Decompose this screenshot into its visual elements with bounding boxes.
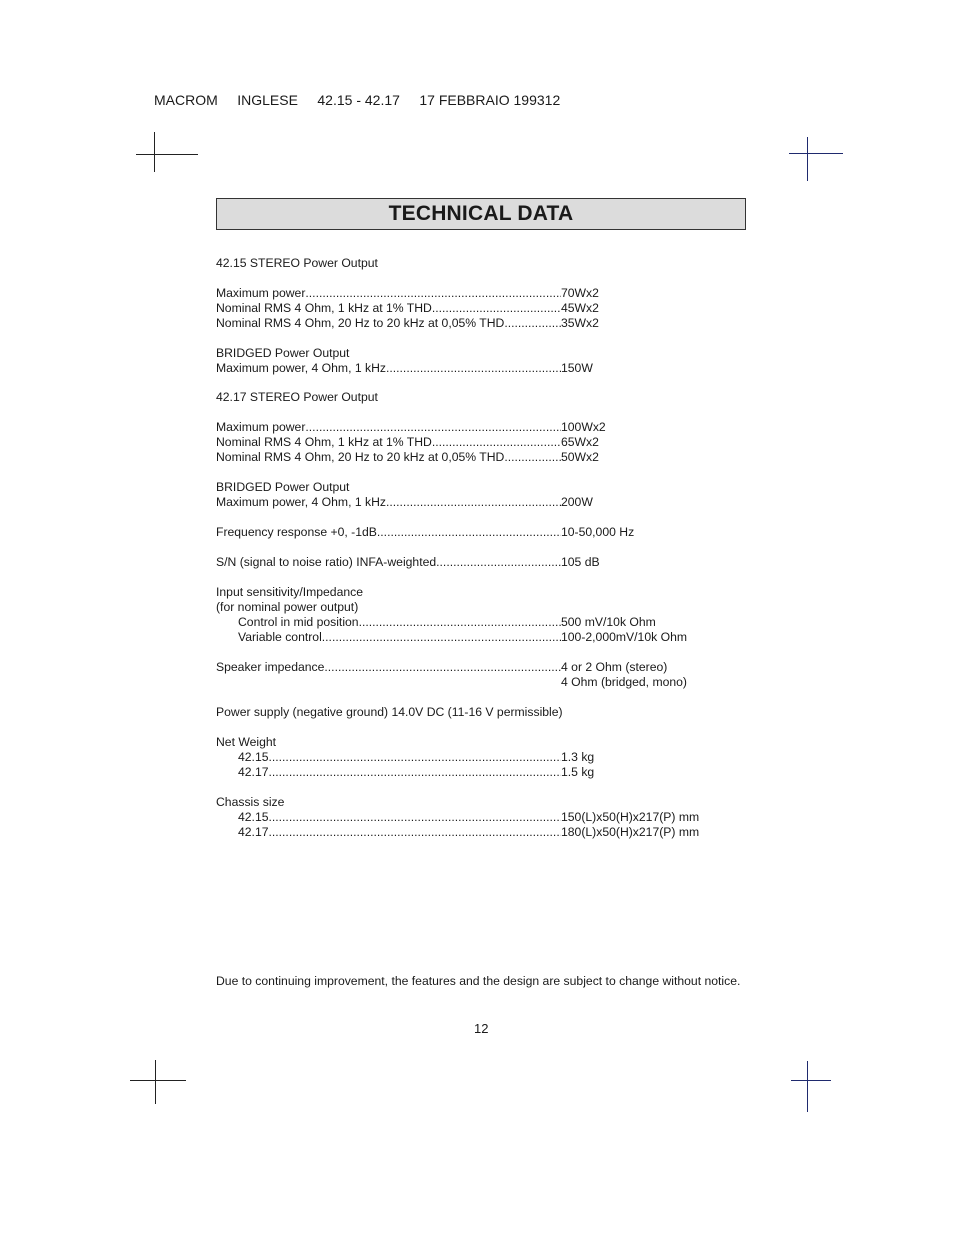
header-brand: MACROM xyxy=(154,92,218,108)
spec-value: 70Wx2 xyxy=(561,286,599,300)
page-number: 12 xyxy=(474,1021,489,1036)
spec-value: 65Wx2 xyxy=(561,435,599,449)
spec-value: 200W xyxy=(561,495,593,509)
spec-row: 42.17 ..... 1.5 kg xyxy=(216,765,756,780)
spec-row: S/N (signal to noise ratio) INFA-weighted ..... 105 dB xyxy=(216,555,756,570)
page-title: TECHNICAL DATA xyxy=(388,202,574,225)
spec-row: Variable control ..... 100-2,000mV/10k Ohm xyxy=(216,630,756,645)
spec-row: Nominal RMS 4 Ohm, 1 kHz at 1% THD ..... 45Wx2 xyxy=(216,301,756,316)
spec-row: Frequency response +0, -1dB ..... 10-50,000 Hz xyxy=(216,525,756,540)
spec-row: Nominal RMS 4 Ohm, 20 Hz to 20 kHz at 0,05% THD ..... 35Wx2 xyxy=(216,316,756,331)
crop-mark-bottom-right-v xyxy=(807,1061,808,1112)
section-heading: BRIDGED Power Output xyxy=(216,480,350,494)
section-heading: 42.15 STEREO Power Output xyxy=(216,256,378,270)
section-heading: Chassis size xyxy=(216,795,285,809)
disclaimer-note: Due to continuing improvement, the features and the design are subject to change without notice. xyxy=(216,974,741,988)
spec-row-continuation xyxy=(216,675,756,690)
spec-row: Nominal RMS 4 Ohm, 1 kHz at 1% THD ..... 65Wx2 xyxy=(216,435,756,450)
spec-value: 35Wx2 xyxy=(561,316,599,330)
header-page: 12 xyxy=(544,92,561,108)
section-heading: Net Weight xyxy=(216,735,277,749)
header-language: INGLESE xyxy=(237,92,298,108)
title-banner xyxy=(216,198,746,230)
spec-value: 100Wx2 xyxy=(561,420,606,434)
crop-mark-bottom-left-v xyxy=(155,1060,156,1104)
spec-row: 42.17 ..... 180(L)x50(H)x217(P) mm xyxy=(216,825,756,840)
spec-value: 50Wx2 xyxy=(561,450,599,464)
spec-value: 150W xyxy=(561,361,593,375)
crop-mark-top-right-h xyxy=(789,153,843,154)
spec-row: 42.15 ..... 1.3 kg xyxy=(216,750,756,765)
spec-row: Maximum power ..... 100Wx2 xyxy=(216,420,756,435)
crop-mark-top-right-v xyxy=(807,137,808,181)
crop-mark-bottom-right-h xyxy=(791,1080,831,1081)
spec-row: Maximum power ..... 70Wx2 xyxy=(216,286,756,301)
print-header xyxy=(154,92,560,108)
header-models: 42.15 - 42.17 xyxy=(317,92,400,108)
crop-mark-top-left-h xyxy=(136,154,198,155)
spec-value: 45Wx2 xyxy=(561,301,599,315)
spec-row: Control in mid position ..... 500 mV/10k Ohm xyxy=(216,615,756,630)
section-subheading: (for nominal power output) xyxy=(216,600,359,614)
spec-list xyxy=(216,256,756,840)
spec-value: 1.3 kg xyxy=(561,750,595,764)
spec-value: 150(L)x50(H)x217(P) mm xyxy=(561,810,700,824)
spec-row: 42.15 ..... 150(L)x50(H)x217(P) mm xyxy=(216,810,756,825)
spec-row: Maximum power, 4 Ohm, 1 kHz ..... 150W xyxy=(216,361,756,376)
spec-value: 10-50,000 Hz xyxy=(561,525,635,539)
spec-value: 100-2,000mV/10k Ohm xyxy=(561,630,688,644)
spec-value: 105 dB xyxy=(561,555,600,569)
header-date: 17 FEBBRAIO 1993 xyxy=(419,92,545,108)
spec-row: Speaker impedance ..... 4 or 2 Ohm (stereo) xyxy=(216,660,756,675)
spec-row: Power supply (negative ground) 14.0V DC (11-16 V permissible) xyxy=(216,705,563,719)
spec-row: Maximum power, 4 Ohm, 1 kHz ..... 200W xyxy=(216,495,756,510)
section-heading: 42.17 STEREO Power Output xyxy=(216,390,378,404)
spec-value: 1.5 kg xyxy=(561,765,595,779)
spec-value: 4 or 2 Ohm (stereo) xyxy=(561,660,668,674)
crop-mark-bottom-left-h xyxy=(130,1080,186,1081)
section-heading: Input sensitivity/Impedance xyxy=(216,585,364,599)
spec-value: 4 Ohm (bridged, mono) xyxy=(561,675,687,689)
spec-value: 500 mV/10k Ohm xyxy=(561,615,656,629)
crop-mark-top-left-v xyxy=(154,132,155,172)
spec-row: Nominal RMS 4 Ohm, 20 Hz to 20 kHz at 0,05% THD ..... 50Wx2 xyxy=(216,450,756,465)
section-heading: BRIDGED Power Output xyxy=(216,346,350,360)
spec-value: 180(L)x50(H)x217(P) mm xyxy=(561,825,700,839)
